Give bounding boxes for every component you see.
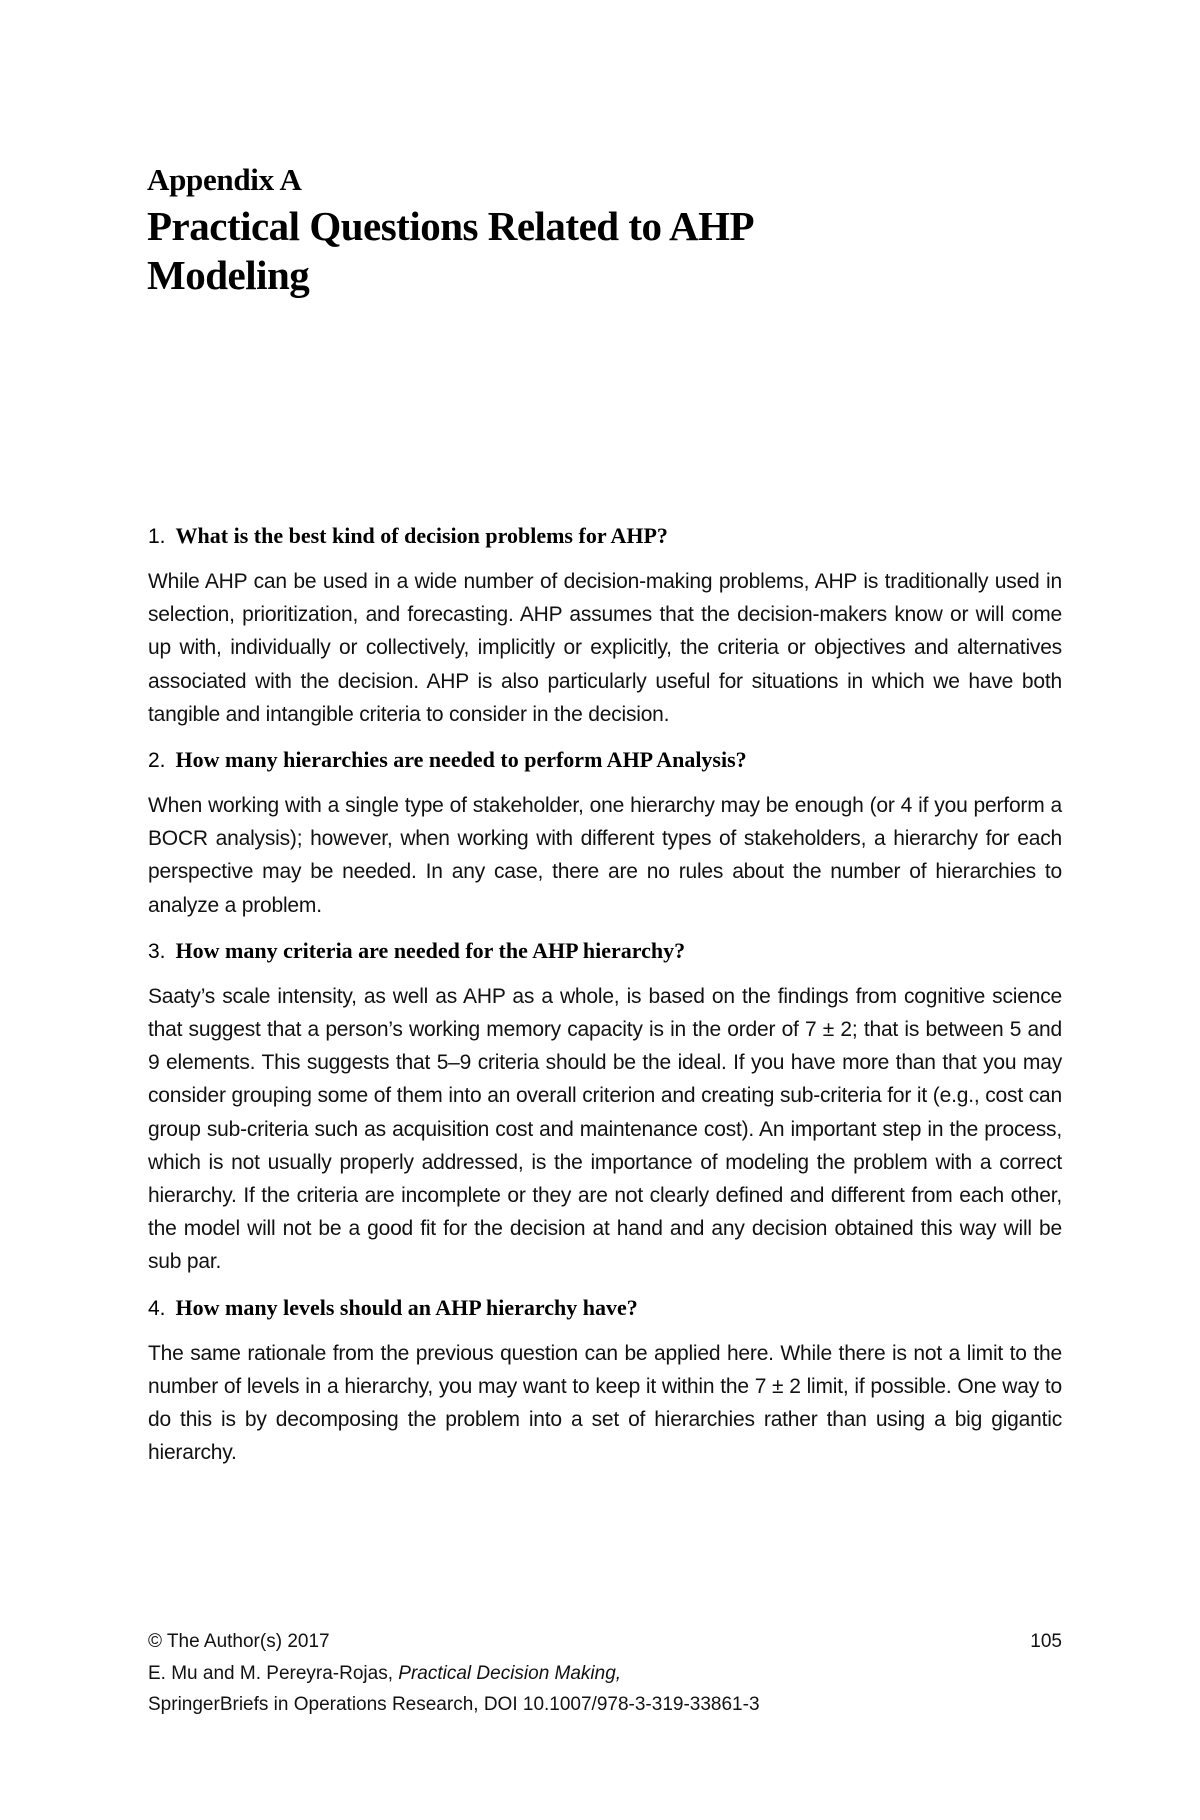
question-heading [148,746,1062,775]
answer-paragraph: Saaty’s scale intensity, as well as AHP as a whole, is based on the findings from cognitive science that suggest that a person’s working memory capacity is in the order of 7 ± 2; that is between 5 and 9 elements. This suggests that 5–9 criteria should be the ideal. If you have more than that you may consider grouping some of them into an overall criterion and creating sub-criteria for it (e.g., cost can group sub-criteria such as acquisition cost and maintenance cost). An important step in the process, which is not usually properly addressed, is the importance of modeling the problem with a correct hierarchy. If the criteria are incomplete or they are not clearly defined and different from each other, the model will not be a good fit for the decision at hand and any decision obtained this way will be sub par. [148,984,1062,1274]
question-item [148,522,1062,731]
citation-authors: E. Mu and M. Pereyra-Rojas, [148,1662,393,1684]
question-item [148,1294,1062,1470]
page-number: 105 [1030,1631,1062,1652]
question-number: 1. [148,525,166,548]
question-item [148,746,1062,922]
answer-paragraph: When working with a single type of stakeholder, one hierarchy may be enough (or 4 if you perform a BOCR analysis); however, when working with different types of stakeholders, a hierarchy for each perspective may be needed. In any case, there are no rules about the number of hierarchies to analyze a problem. [148,794,1062,917]
chapter-title [147,202,1047,300]
citation-line [148,1658,1062,1690]
series-doi-line: SpringerBriefs in Operations Research, DOI 10.1007/978-3-319-33861-3 [148,1694,760,1715]
appendix-label: Appendix A [147,162,302,197]
question-title: How many levels should an AHP hierarchy have? [175,1294,638,1320]
question-heading [148,522,1062,551]
questions-list [148,522,1062,1484]
question-number: 4. [148,1296,166,1320]
chapter-title-line-2: Modeling [147,252,310,298]
question-title: What is the best kind of decision problems for AHP? [175,523,668,548]
page-footer [148,1626,1062,1721]
question-heading [148,1294,1062,1323]
question-item [148,937,1062,1279]
question-heading [148,937,1062,966]
answer-paragraph: While AHP can be used in a wide number of decision-making problems, AHP is traditionally used in selection, prioritization, and forecasting. AHP assumes that the decision-makers know or will come up with, individually or collectively, implicitly or explicitly, the criteria or objectives and alternatives associated with the decision. AHP is also particularly useful for situations in which we have both tangible and intangible criteria to consider in the decision. [148,570,1062,726]
question-number: 3. [148,939,166,963]
question-title: How many criteria are needed for the AHP hierarchy? [175,937,686,963]
question-title: How many hierarchies are needed to perform AHP Analysis? [175,747,747,773]
chapter-title-line-1: Practical Questions Related to AHP [147,203,755,249]
question-number: 2. [148,749,166,773]
chapter-title-block [147,160,1047,300]
answer-paragraph: The same rationale from the previous question can be applied here. While there is not a limit to the number of levels in a hierarchy, you may want to keep it within the 7 ± 2 limit, if possible. One way to do this is by decomposing the problem into a set of hierarchies rather than using a big gigantic hierarchy. [148,1341,1062,1465]
citation-book-title: Practical Decision Making, [398,1662,622,1684]
copyright-line: © The Author(s) 2017 [148,1631,330,1652]
